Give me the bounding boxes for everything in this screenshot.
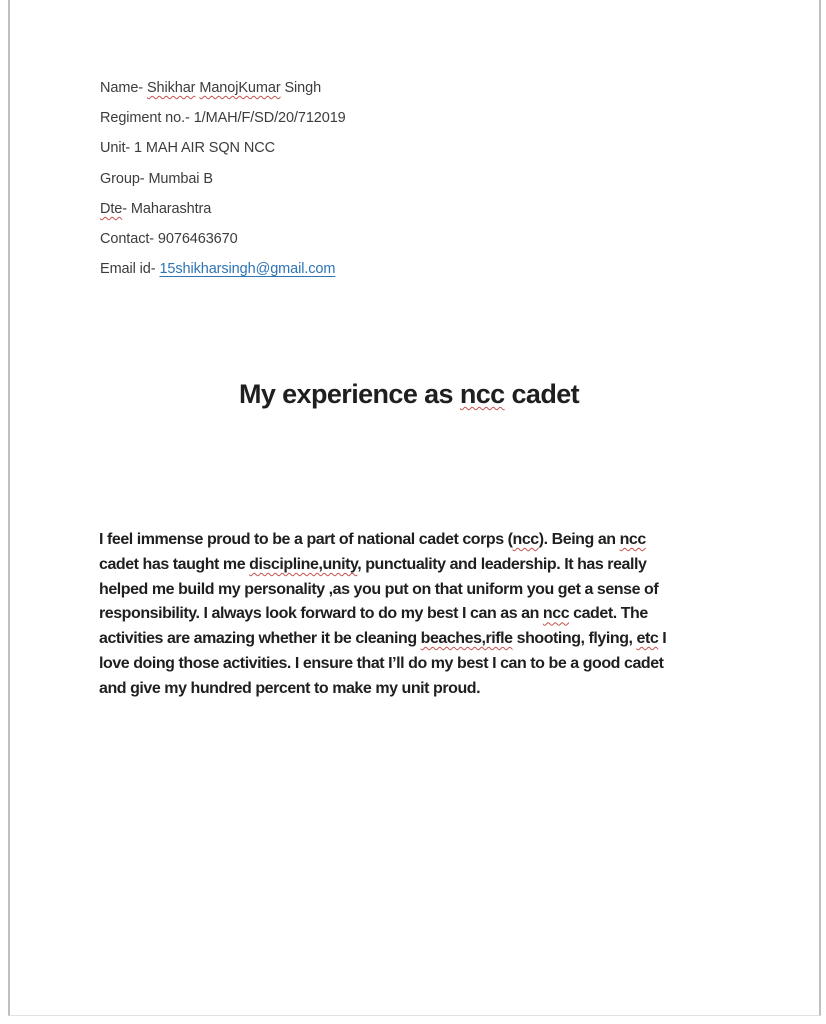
text-segment: Email id- bbox=[100, 261, 160, 278]
misspelled-word: ncc bbox=[542, 605, 570, 623]
text-segment: Group- Mumbai B bbox=[100, 170, 213, 187]
misspelled-word: Shikhar bbox=[146, 80, 196, 96]
body-line bbox=[99, 602, 666, 627]
info-line-unit bbox=[100, 133, 346, 163]
misspelled-word: ManojKumar bbox=[199, 80, 281, 96]
text-segment: helped me build my personality ,as you put on that uniform you get a sense of bbox=[99, 580, 659, 598]
text-segment: love doing those activities. I ensure that I’ll do my best I can to be a good cadet bbox=[99, 654, 664, 672]
text-segment: responsibility. I always look forward to do my best I can as an bbox=[99, 605, 543, 623]
text-segment: Name- bbox=[100, 80, 147, 96]
document-page bbox=[8, 0, 821, 1016]
text-segment: shooting, flying, bbox=[512, 630, 637, 648]
text-segment: and give my hundred percent to make my unit proud. bbox=[99, 679, 481, 697]
misspelled-word: ncc bbox=[512, 531, 539, 548]
text-segment: cadet has taught me bbox=[99, 555, 250, 573]
info-line-contact bbox=[100, 224, 346, 254]
info-line-dte bbox=[100, 194, 346, 224]
email-link[interactable]: 15shikharsingh@gmail.com bbox=[159, 261, 336, 278]
text-segment: Singh bbox=[280, 80, 322, 96]
misspelled-word: etc bbox=[636, 630, 659, 648]
misspelled-word: Dte bbox=[100, 200, 123, 217]
misspelled-word: ncc bbox=[619, 531, 646, 548]
misspelled-word: discipline,unity bbox=[249, 555, 358, 573]
info-line-regiment bbox=[100, 103, 346, 133]
body-line bbox=[99, 578, 666, 603]
text-segment: I feel immense proud to be a part of national cadet corps ( bbox=[99, 531, 513, 548]
body-line bbox=[99, 528, 666, 553]
contact-info-block bbox=[100, 73, 346, 284]
body-line bbox=[99, 553, 666, 578]
body-line bbox=[99, 627, 666, 652]
text-segment: cadet. The bbox=[569, 605, 648, 623]
essay-paragraph bbox=[99, 528, 666, 702]
body-line bbox=[99, 677, 666, 702]
text-segment: - Maharashtra bbox=[122, 200, 212, 217]
document-title bbox=[100, 379, 718, 410]
text-segment: activities are amazing whether it be cleaning bbox=[99, 630, 421, 648]
misspelled-word: beaches,rifle bbox=[420, 630, 513, 648]
text-segment: Regiment no.- 1/MAH/F/SD/20/712019 bbox=[100, 110, 346, 127]
text-segment: I bbox=[658, 630, 667, 648]
text-segment: , punctuality and leadership. It has really bbox=[357, 555, 647, 573]
info-line-group bbox=[100, 164, 346, 194]
info-line-name bbox=[100, 73, 346, 103]
text-segment: Contact- 9076463670 bbox=[100, 231, 238, 248]
text-segment: My experience as bbox=[238, 379, 460, 409]
body-line bbox=[99, 652, 666, 677]
misspelled-word: ncc bbox=[459, 379, 505, 409]
text-segment: cadet bbox=[504, 379, 580, 409]
text-segment: Unit- 1 MAH AIR SQN NCC bbox=[100, 140, 275, 157]
info-line-email bbox=[100, 254, 346, 284]
text-segment: ). Being an bbox=[538, 531, 620, 548]
